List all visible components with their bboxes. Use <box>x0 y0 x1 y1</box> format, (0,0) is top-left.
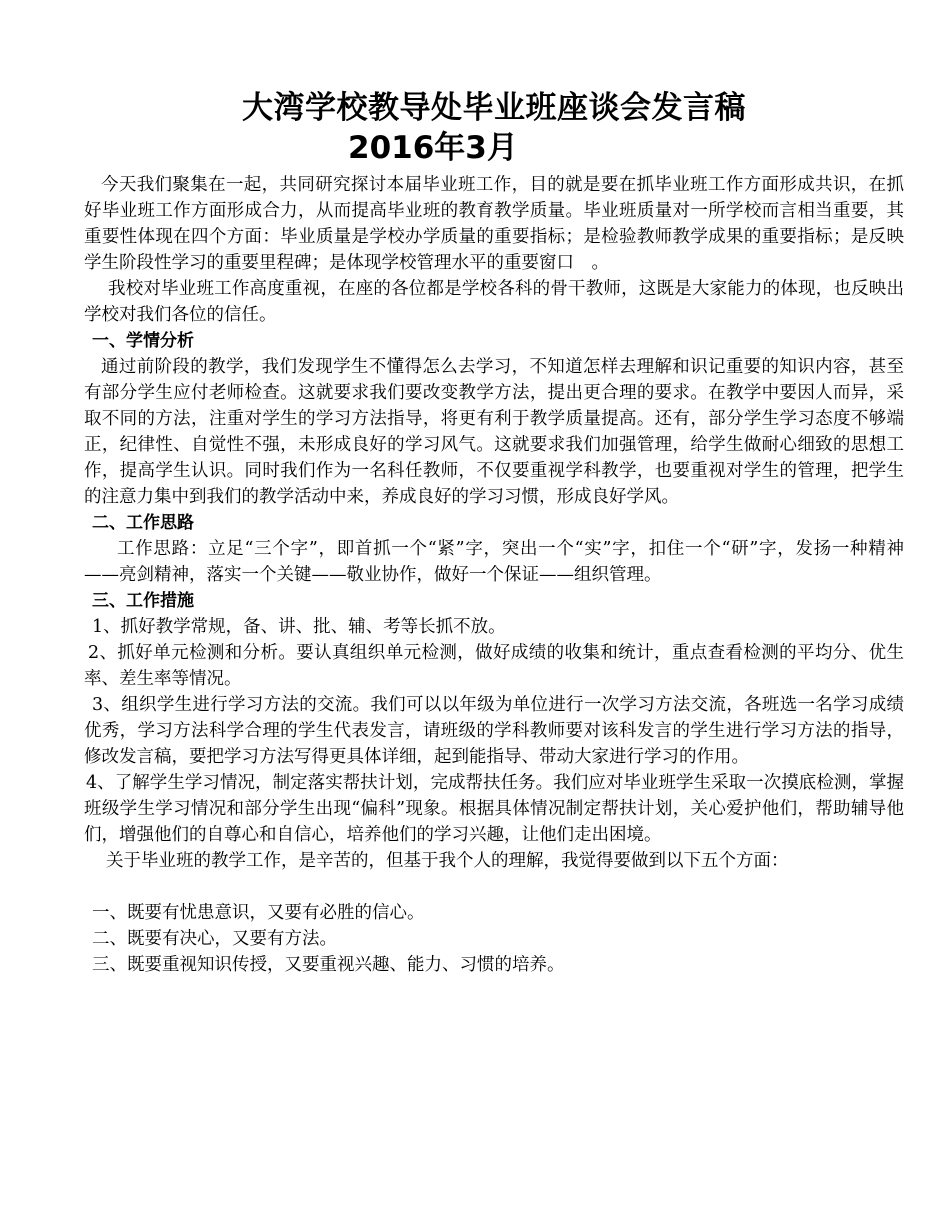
section-body-situation: 通过前阶段的教学，我们发现学生不懂得怎么去学习，不知道怎样去理解和识记重要的知识内容，甚至有部分学生应付老师检查。这就要求我们要改变教学方法，提出更合理的要求。在教学中要因人而异，采取不同的方法，注重对学生的学习方法指导，将更有利于教学质量提高。还有，部分学生学习态度不够端正，纪律性、自觉性不强，未形成良好的学习风气。这就要求我们加强管理，给学生做耐心细致的思想工作，提高学生认识。同时我们作为一名科任教师，不仅要重视学科教学，也要重视对学生的管理，把学生的注意力集中到我们的教学活动中来，养成良好的学习习惯，形成良好学风。 <box>84 357 904 507</box>
measure-item: 3、组织学生进行学习方法的交流。我们可以以年级为单位进行一次学习方法交流，各班选一名学习成绩优秀，学习方法科学合理的学生代表发言，请班级的学科教师要对该科发言的学生进行学习方法的指导，修改发言稿，要把学习方法写得更具体详细，起到能指导、带动大家进行学习的作用。 <box>84 695 904 767</box>
document-page <box>84 88 904 978</box>
section-body-approach: 工作思路：立足“三个字”，即首抓一个“紧”字，突出一个“实”字，扣住一个“研”字，发扬一种精神——亮剑精神，落实一个关键——敬业协作，做好一个保证——组织管理。 <box>84 539 904 585</box>
section-heading-approach: 二、工作思路 <box>92 513 194 533</box>
measure-item: 4、了解学生学习情况，制定落实帮扶计划，完成帮扶任务。我们应对毕业班学生采取一次摸底检测，掌握班级学生学习情况和部分学生出现“偏科”现象。根据具体情况制定帮扶计划，关心爱护他们，帮助辅导他们，增强他们的自尊心和自信心，培养他们的学习兴趣，让他们走出困境。 <box>84 773 904 845</box>
section-heading-situation: 一、学情分析 <box>92 331 194 351</box>
intro-paragraph: 我校对毕业班工作高度重视，在座的各位都是学校各科的骨干教师，这既是大家能力的体现，也反映出学校对我们各位的信任。 <box>84 279 904 325</box>
document-title: 大湾学校教导处毕业班座谈会发言稿 <box>242 90 746 126</box>
measure-item: 1、抓好教学常规，备、讲、批、辅、考等长抓不放。 <box>92 617 506 637</box>
blank-line <box>84 874 904 900</box>
closing-item: 三、既要重视知识传授，又要重视兴趣、能力、习惯的培养。 <box>92 955 565 975</box>
section-heading-measures: 三、工作措施 <box>92 591 194 611</box>
measure-item: 2、抓好单元检测和分析。要认真组织单元检测，做好成绩的收集和统计，重点查看检测的平均分、优生率、差生率等情况。 <box>84 643 904 689</box>
document-date: 2016年3月 <box>348 130 518 166</box>
closing-intro: 关于毕业班的教学工作，是辛苦的，但基于我个人的理解，我觉得要做到以下五个方面： <box>106 851 789 871</box>
closing-item: 一、既要有忧患意识，又要有必胜的信心。 <box>92 903 425 923</box>
closing-item: 二、既要有决心，又要有方法。 <box>92 929 337 949</box>
intro-paragraph: 今天我们聚集在一起，共同研究探讨本届毕业班工作，目的就是要在抓毕业班工作方面形成共识，在抓好毕业班工作方面形成合力，从而提高毕业班的教育教学质量。毕业班质量对一所学校而言相当重要，其重要性体现在四个方面：毕业质量是学校办学质量的重要指标；是检验教师教学成果的重要指标；是反映学生阶段性学习的重要里程碑；是体现学校管理水平的重要窗口 。 <box>84 175 904 273</box>
